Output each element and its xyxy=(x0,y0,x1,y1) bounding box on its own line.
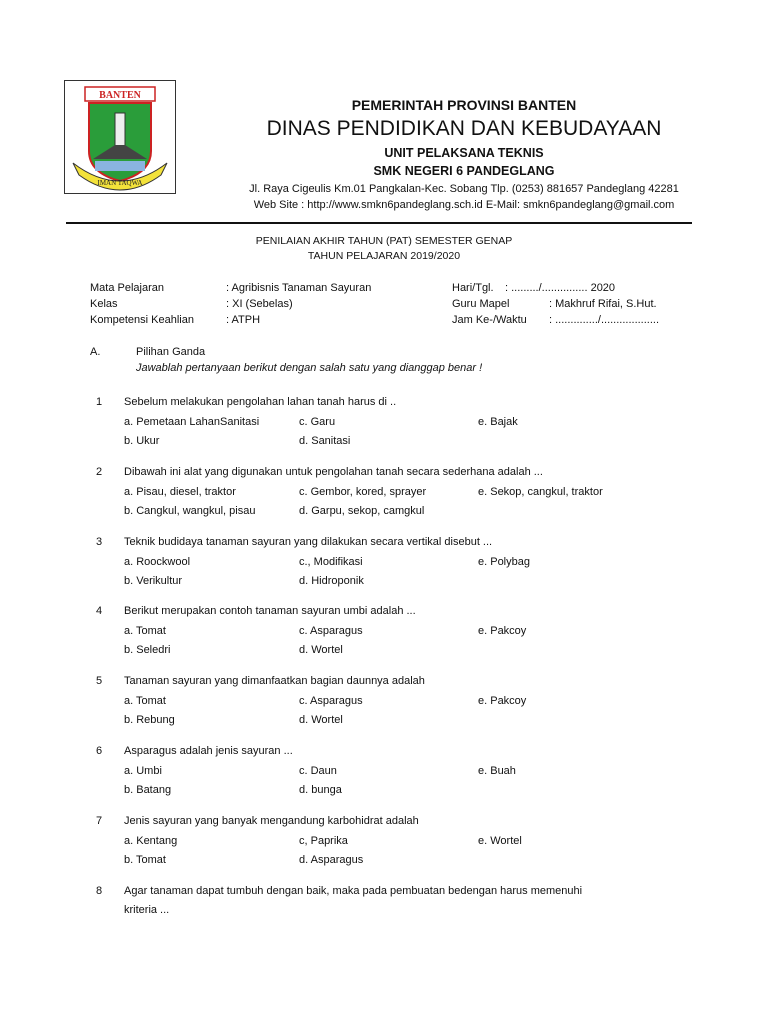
option-e: e. Sekop, cangkul, traktor xyxy=(478,485,603,498)
question-text: Dibawah ini alat yang digunakan untuk pengolahan tanah secara sederhana adalah ... xyxy=(124,465,543,478)
option-e: e. Pakcoy xyxy=(478,625,527,638)
option-b: b. Seledri xyxy=(124,644,171,657)
info-label: Hari/Tgl. xyxy=(452,282,494,294)
info-value: : ........./............... 2020 xyxy=(505,282,616,294)
option-d: d. Garpu, sekop, camgkul xyxy=(299,504,425,517)
question-text: Asparagus adalah jenis sayuran ... xyxy=(124,745,293,757)
option-e: e. Bajak xyxy=(478,416,518,428)
option-a: a. Pisau, diesel, traktor xyxy=(124,485,236,498)
option-b: b. Rebung xyxy=(124,714,175,727)
info-value: : ATPH xyxy=(226,314,261,326)
option-b: b. Verikultur xyxy=(124,574,183,587)
question-text: Sebelum melakukan pengolahan lahan tanah harus di .. xyxy=(124,396,397,408)
section-letter: A. xyxy=(90,346,101,358)
question-text: Agar tanaman dapat tumbuh dengan baik, maka pada pembuatan bedengan harus memenuhi xyxy=(124,884,583,897)
option-d: d. Wortel xyxy=(299,644,343,657)
option-e: e. Wortel xyxy=(478,834,522,847)
header-unit: UNIT PELAKSANA TEKNIS xyxy=(384,146,544,160)
header-web: Web Site : http://www.smkn6pandeglang.sch.id E-Mail: smkn6pandeglang@gmail.com xyxy=(253,199,675,211)
option-c: c. Gembor, kored, sprayer xyxy=(299,485,427,498)
header-address: Jl. Raya Cigeulis Km.01 Pangkalan-Kec. Sobang Tlp. (0253) 881657 Pandeglang 42281 xyxy=(249,183,679,195)
option-c: c. Daun xyxy=(299,765,337,777)
exam-year: TAHUN PELAJARAN 2019/2020 xyxy=(307,250,461,262)
option-c: c. Asparagus xyxy=(299,625,363,638)
option-e: e. Pakcoy xyxy=(478,695,527,708)
svg-text:IMAN TAQWA: IMAN TAQWA xyxy=(97,179,143,187)
question-number: 1 xyxy=(96,396,103,408)
info-value: : XI (Sebelas) xyxy=(226,298,293,310)
option-a: a. Tomat xyxy=(124,625,166,638)
question-number: 4 xyxy=(96,605,103,618)
info-label: Mata Pelajaran xyxy=(90,282,164,294)
question-text: Berikut merupakan contoh tanaman sayuran umbi adalah ... xyxy=(124,605,416,618)
info-value: : Makhruf Rifai, S.Hut. xyxy=(549,298,657,310)
svg-text:BANTEN: BANTEN xyxy=(99,90,141,101)
question-number: 7 xyxy=(96,814,103,827)
banten-logo xyxy=(64,80,176,194)
info-value: : ............../................... xyxy=(549,314,660,326)
header-office: DINAS PENDIDIKAN DAN KEBUDAYAAN xyxy=(266,117,662,140)
option-a: a. Kentang xyxy=(124,834,178,847)
option-b: b. Cangkul, wangkul, pisau xyxy=(124,504,256,517)
info-label: Guru Mapel xyxy=(452,298,510,310)
question-text: Tanaman sayuran yang dimanfaatkan bagian daunnya adalah xyxy=(124,675,425,688)
header-divider xyxy=(66,222,692,224)
option-d: d. Asparagus xyxy=(299,853,364,866)
info-value: : Agribisnis Tanaman Sayuran xyxy=(226,282,372,294)
question-number: 2 xyxy=(96,465,103,478)
option-d: d. Hidroponik xyxy=(299,574,364,587)
option-b: b. Batang xyxy=(124,784,172,796)
option-b: b. Tomat xyxy=(124,853,166,866)
option-e: e. Polybag xyxy=(478,555,530,568)
question-text: Teknik budidaya tanaman sayuran yang dilakukan secara vertikal disebut ... xyxy=(124,535,493,548)
info-label: Kelas xyxy=(90,298,118,310)
option-a: a. Umbi xyxy=(124,765,162,777)
option-c: c, Paprika xyxy=(299,834,348,847)
question-number: 6 xyxy=(96,745,103,757)
option-e: e. Buah xyxy=(478,765,516,777)
info-label: Kompetensi Keahlian xyxy=(90,314,194,326)
option-b: b. Ukur xyxy=(124,435,160,447)
option-c: c., Modifikasi xyxy=(299,555,363,568)
option-d: d. Wortel xyxy=(299,714,343,727)
section-title: Pilihan Ganda xyxy=(136,346,206,358)
section-instruction: Jawablah pertanyaan berikut dengan salah satu yang dianggap benar ! xyxy=(136,362,483,374)
option-d: d. Sanitasi xyxy=(299,435,351,447)
option-d: d. bunga xyxy=(299,784,342,796)
header-province: PEMERINTAH PROVINSI BANTEN xyxy=(351,97,577,113)
option-c: c. Garu xyxy=(299,416,336,428)
exam-title: PENILAIAN AKHIR TAHUN (PAT) SEMESTER GENAP xyxy=(255,235,513,247)
option-a: a. Tomat xyxy=(124,695,166,708)
question-text: Jenis sayuran yang banyak mengandung karbohidrat adalah xyxy=(124,814,419,827)
option-a: a. Roockwool xyxy=(124,555,191,568)
question-number: 5 xyxy=(96,675,103,688)
question-number: 3 xyxy=(96,535,103,548)
header-school: SMK NEGERI 6 PANDEGLANG xyxy=(373,164,555,178)
question-text-cont: kriteria ... xyxy=(124,903,170,916)
option-c: c. Asparagus xyxy=(299,695,363,708)
info-label: Jam Ke-/Waktu xyxy=(452,314,527,326)
question-number: 8 xyxy=(96,884,103,897)
option-a: a. Pemetaan LahanSanitasi xyxy=(124,416,260,428)
